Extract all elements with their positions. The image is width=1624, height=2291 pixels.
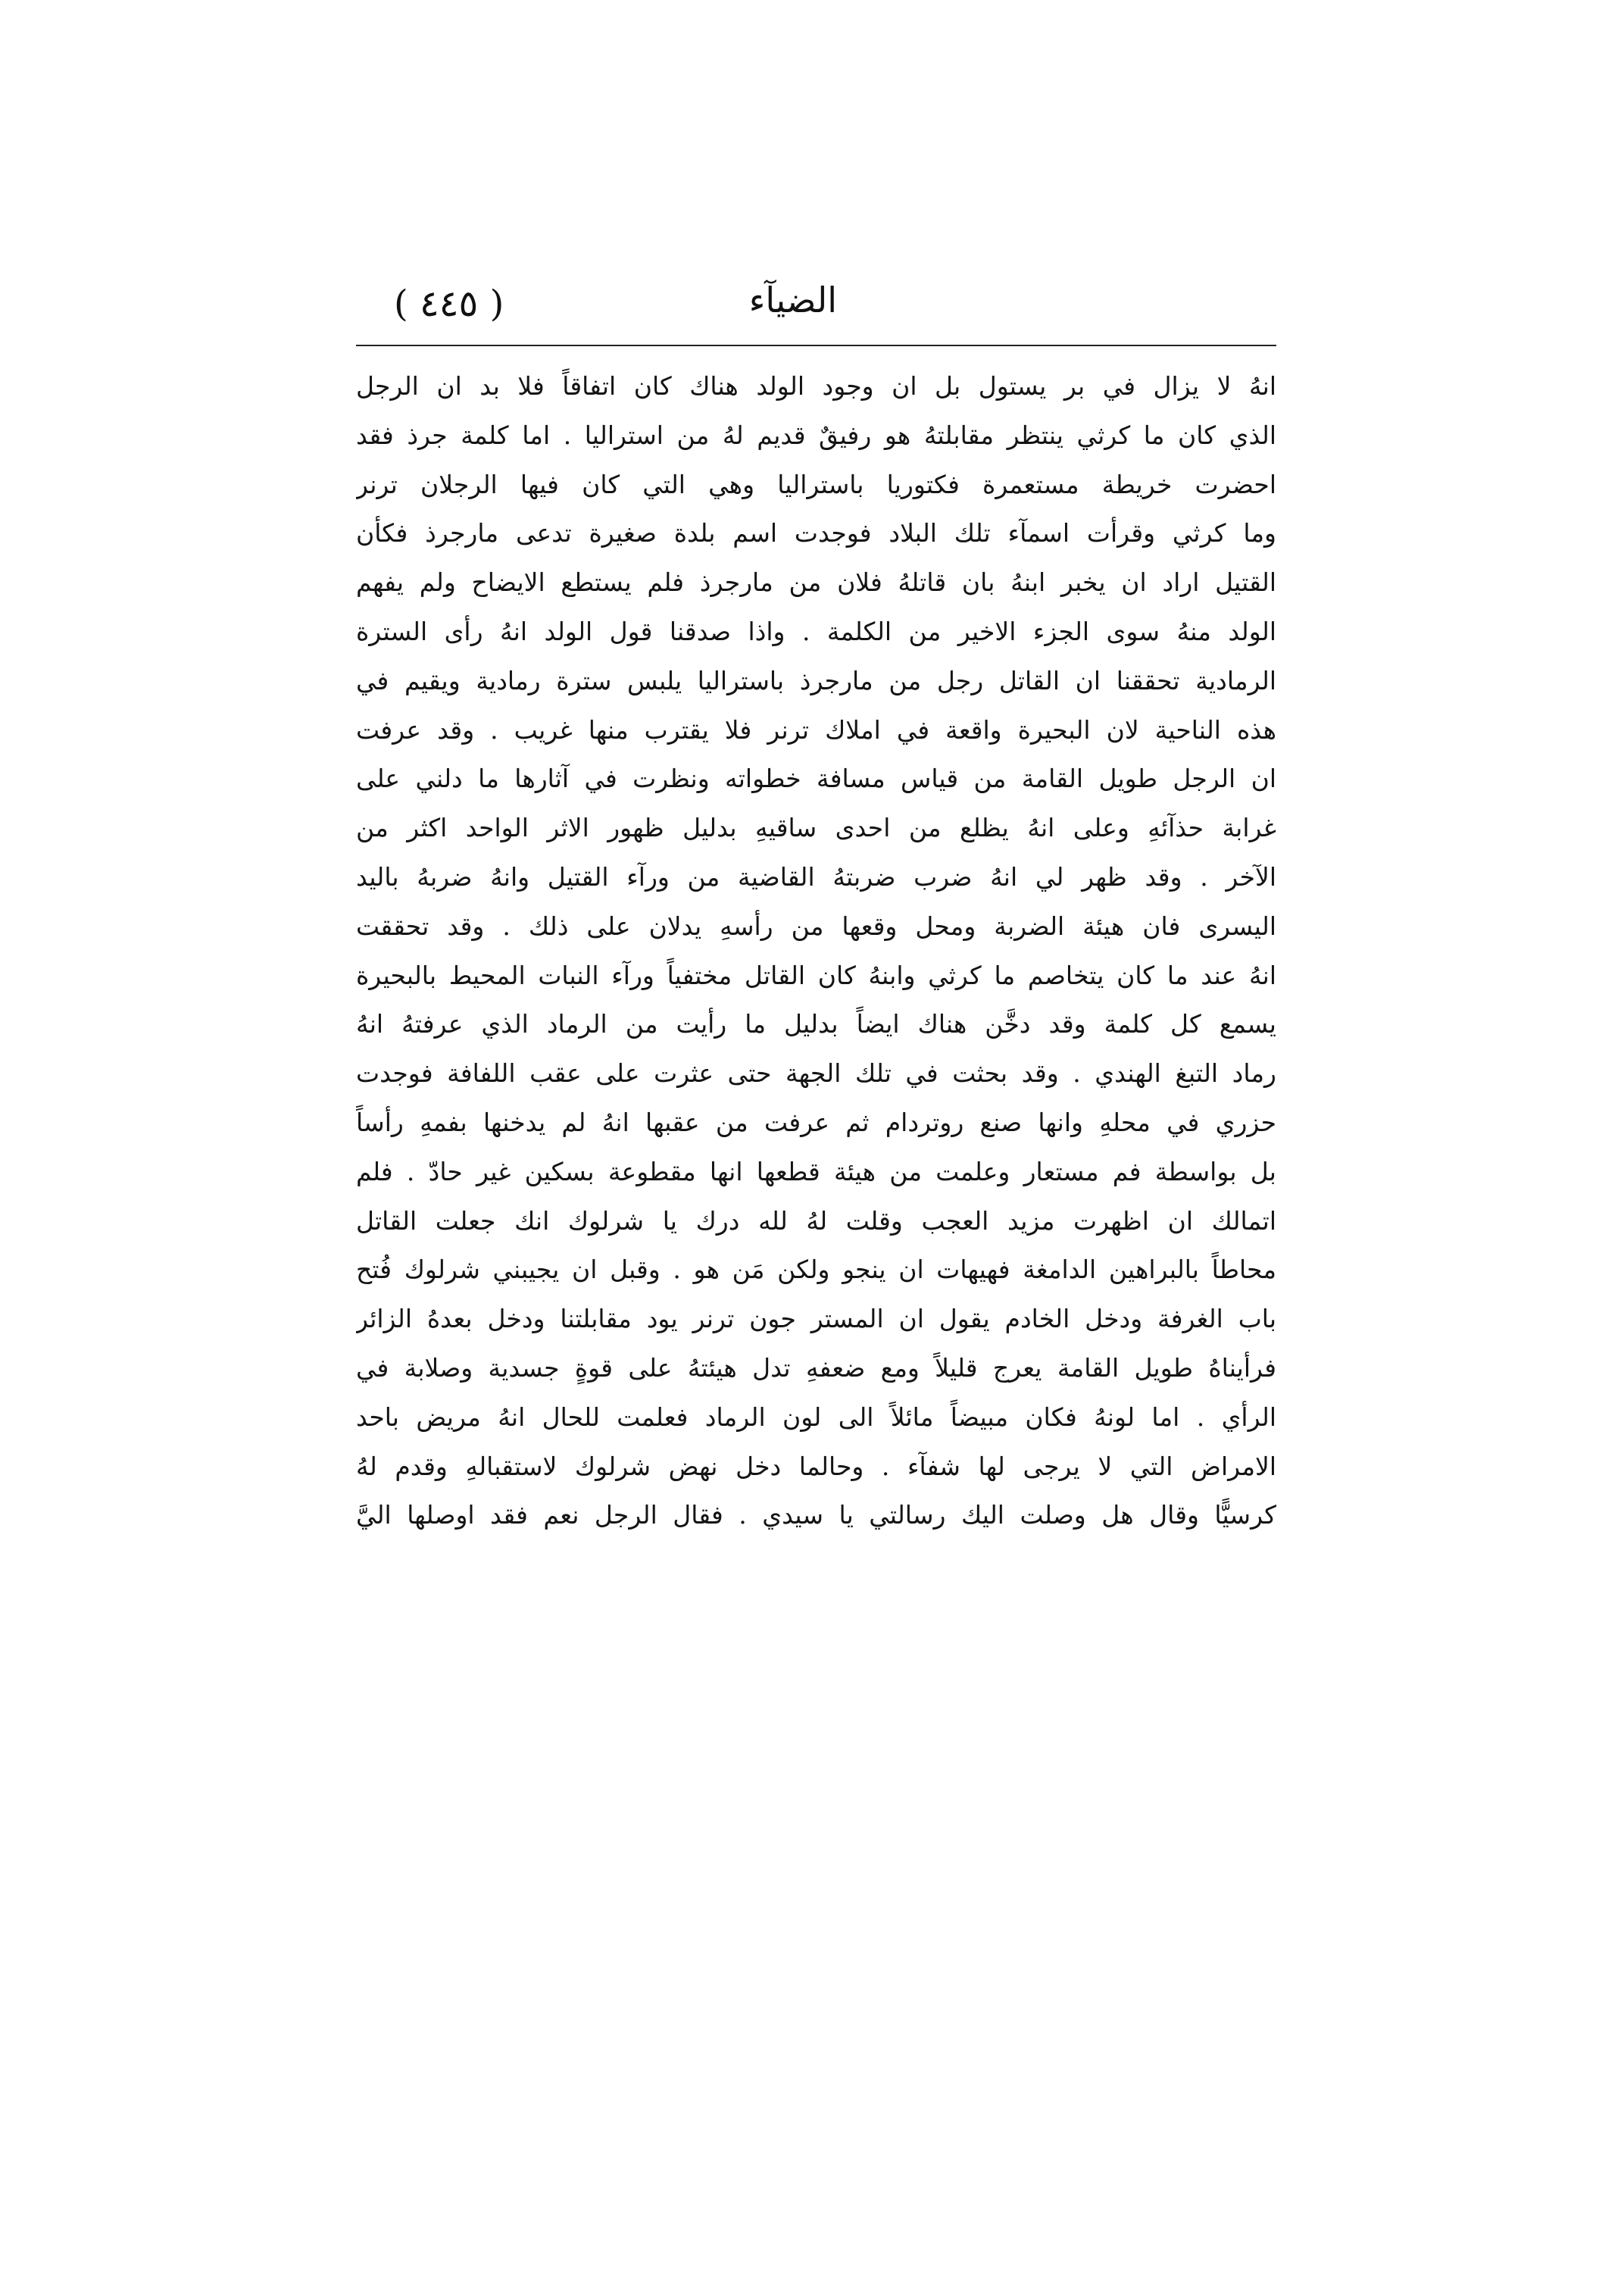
text-line: هذه الناحية لان البحيرة واقعة في املاك ترنر فلا يقترب منها غريب . وقد عرفت	[356, 714, 1276, 745]
text-line: اتمالك ان اظهرت مزيد العجب وقلت لهُ لله درك يا شرلوك انك جعلت القاتل	[356, 1205, 1276, 1236]
text-line: ان الرجل طويل القامة من قياس مسافة خطواته ونظرت في آثارها ما دلني على	[356, 764, 1276, 794]
text-line: كرسيًّا وقال هل وصلت اليك رسالتي يا سيدي . فقال الرجل نعم فقد اوصلها اليَّ	[356, 1500, 1276, 1530]
page-number: ( ٤٤٥ )	[394, 283, 504, 325]
text-line: يسمع كل كلمة وقد دخَّن هناك ايضاً بدليل ما رأيت من الرماد الذي عرفتهُ انهُ	[356, 1009, 1276, 1039]
page-header	[356, 269, 1276, 345]
text-line: الولد منهُ سوى الجزء الاخير من الكلمة . واذا صدقنا قول الولد انهُ رأى السترة	[356, 616, 1276, 646]
text-line: انهُ لا يزال في بر يستول بل ان وجود الولد هناك كان اتفاقاً فلا بد ان الرجل	[356, 371, 1276, 401]
text-line: القتيل اراد ان يخبر ابنهُ بان قاتلهُ فلان من مارجرذ فلم يستطع الايضاح ولم يفهم	[356, 567, 1276, 598]
running-title: الضيآء	[748, 280, 837, 320]
text-line: غرابة حذآئهِ وعلى انهُ يظلع من احدى ساقيهِ بدليل ظهور الاثر الواحد اكثر من	[356, 813, 1276, 843]
text-line: وما كرثي وقرأت اسمآء تلك البلاد فوجدت اسم بلدة صغيرة تدعى مارجرذ فكأن	[356, 518, 1276, 549]
text-line: باب الغرفة ودخل الخادم يقول ان المستر جون ترنر يود مقابلتنا ودخل بعدهُ الزائر	[356, 1304, 1276, 1334]
text-line: اليسرى فان هيئة الضربة ومحل وقعها من رأسهِ يدلان على ذلك . وقد تحققت	[356, 911, 1276, 941]
text-line: الآخر . وقد ظهر لي انهُ ضرب ضربتهُ القاضية من ورآء القتيل وانهُ ضربهُ باليد	[356, 861, 1276, 892]
text-line: فرأيناهُ طويل القامة يعرج قليلاً ومع ضعفهِ تدل هيئتهُ على قوةٍ جسدية وصلابة في	[356, 1352, 1276, 1383]
text-line: الرأي . اما لونهُ فكان مبيضاً مائلاً الى لون الرماد فعلمت للحال انهُ مريض باحد	[356, 1402, 1276, 1432]
text-line: حزري في محلهِ وانها صنع روتردام ثم عرفت من عقبها انهُ لم يدخنها بفمهِ رأساً	[356, 1107, 1276, 1137]
text-line: الامراض التي لا يرجى لها شفآء . وحالما دخل نهض شرلوك لاستقبالهِ وقدم لهُ	[356, 1451, 1276, 1481]
text-line: احضرت خريطة مستعمرة فكتوريا باستراليا وهي التي كان فيها الرجلان ترنر	[356, 469, 1276, 499]
body-text	[356, 362, 1276, 1540]
text-line: الذي كان ما كرثي ينتظر مقابلتهُ هو رفيقٌ قديم لهُ من استراليا . اما كلمة جرذ فقد	[356, 420, 1276, 450]
text-line: الرمادية تحققنا ان القاتل رجل من مارجرذ باستراليا يلبس سترة رمادية ويقيم في	[356, 665, 1276, 695]
text-line: انهُ عند ما كان يتخاصم ما كرثي وابنهُ كان القاتل مختفياً ورآء النبات المحيط بالبحيرة	[356, 960, 1276, 990]
text-line: بل بواسطة فم مستعار وعلمت من هيئة قطعها انها مقطوعة بسكين غير حادّ . فلم	[356, 1156, 1276, 1186]
text-line: محاطاً بالبراهين الدامغة فهيهات ان ينجو ولكن مَن هو . وقبل ان يجيبني شرلوك فُتح	[356, 1255, 1276, 1285]
header-rule	[356, 345, 1276, 346]
text-line: رماد التبغ الهندي . وقد بحثت في تلك الجهة حتى عثرت على عقب اللفافة فوجدت	[356, 1058, 1276, 1089]
